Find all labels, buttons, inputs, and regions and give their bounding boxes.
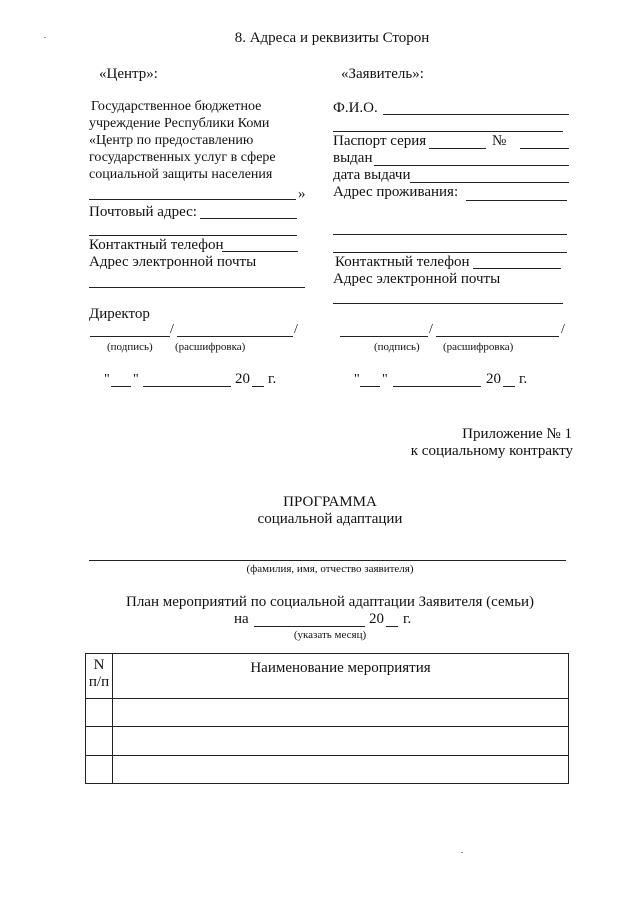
applicant-passport-label: Паспорт серия <box>333 133 427 149</box>
program-subtitle: социальной адаптации <box>257 511 403 527</box>
center-phone-label: Контактный телефон <box>89 237 224 253</box>
applicant-date-month-line <box>393 386 481 387</box>
plan-month-fill-line <box>254 626 365 627</box>
applicant-decode-caption: (расшифровка) <box>443 341 514 353</box>
center-org-line-5: социальной защиты населения <box>89 167 273 182</box>
applicant-sign-slash-1: / <box>429 322 433 337</box>
activities-table <box>85 653 569 784</box>
applicant-issue-date-fill-line <box>410 182 569 183</box>
section-title: 8. Адреса и реквизиты Сторон <box>234 30 430 46</box>
center-org-line-3: «Центр по предоставлению <box>89 133 254 148</box>
table-header-num <box>86 654 113 699</box>
applicant-issue-date-label: дата выдачи <box>333 167 411 183</box>
center-postal-fill-line-2 <box>89 235 297 236</box>
center-sign-slash-1: / <box>170 322 174 337</box>
program-title: ПРОГРАММА <box>283 494 377 510</box>
center-date-month-line <box>143 386 231 387</box>
applicant-phone-label: Контактный телефон <box>335 254 470 270</box>
applicant-passport-no-line <box>520 148 569 149</box>
table-header-num-line-2: п/п <box>88 674 110 690</box>
applicant-date-day-line <box>360 386 380 387</box>
applicant-email-label: Адрес электронной почты <box>333 271 501 287</box>
applicant-date-year-line <box>503 386 515 387</box>
applicant-address-fill-line-3 <box>333 252 567 253</box>
table-header-num-line-1: N <box>93 657 105 673</box>
center-date-day-line <box>111 386 131 387</box>
appendix-line-1: Приложение № 1 <box>462 426 572 442</box>
applicant-date-quote-open: " <box>354 372 360 387</box>
applicant-issued-label: выдан <box>333 150 373 166</box>
table-cell-name[interactable] <box>113 727 569 756</box>
applicant-sign-line <box>340 336 428 337</box>
appendix-line-2: к социальному контракту <box>410 443 573 459</box>
applicant-decode-line <box>436 336 559 337</box>
applicant-passport-no-label: № <box>492 133 507 149</box>
plan-year-fill-line <box>386 626 398 627</box>
applicant-date-quote-close: " <box>382 372 388 387</box>
applicant-email-fill-line <box>333 303 563 304</box>
center-director-label: Директор <box>89 306 150 322</box>
applicant-date-g: г. <box>519 371 528 387</box>
applicant-address-label: Адрес проживания: <box>333 184 459 200</box>
center-phone-fill-line <box>222 251 298 252</box>
plan-month-caption: (указать месяц) <box>293 629 367 641</box>
center-org-line-2: учреждение Республики Коми <box>89 116 270 131</box>
scan-speck <box>461 852 463 853</box>
applicant-sign-caption: (подпись) <box>374 341 420 353</box>
table-cell-num[interactable] <box>86 699 113 727</box>
plan-on-label: на <box>234 611 249 627</box>
applicant-fio-fill-line-2 <box>333 131 563 132</box>
center-date-quote-open: " <box>104 372 110 387</box>
applicant-date-year: 20 <box>486 371 501 387</box>
table-cell-num[interactable] <box>86 727 113 756</box>
table-cell-name[interactable] <box>113 756 569 784</box>
table-row <box>86 699 569 727</box>
applicant-name-fill-line <box>89 560 566 561</box>
center-org-close-quote: » <box>298 186 306 202</box>
center-date-year: 20 <box>235 371 250 387</box>
applicant-address-fill-line <box>466 200 567 201</box>
applicant-passport-series-line <box>429 148 486 149</box>
center-decode-line <box>177 336 293 337</box>
center-decode-caption: (расшифровка) <box>175 341 246 353</box>
applicant-address-fill-line-2 <box>333 234 567 235</box>
table-header-name: Наименование мероприятия <box>113 654 569 699</box>
center-sign-caption: (подпись) <box>107 341 153 353</box>
plan-g: г. <box>403 611 412 627</box>
table-row <box>86 756 569 784</box>
center-date-year-line <box>252 386 264 387</box>
applicant-heading: «Заявитель»: <box>341 66 424 82</box>
table-header-row <box>86 654 569 699</box>
applicant-fio-fill-line <box>383 114 569 115</box>
table-row <box>86 727 569 756</box>
center-sign-slash-2: / <box>294 322 298 337</box>
center-org-line-4: государственных услуг в сфере <box>89 150 276 165</box>
applicant-name-caption: (фамилия, имя, отчество заявителя) <box>246 563 414 575</box>
table-cell-num[interactable] <box>86 756 113 784</box>
applicant-sign-slash-2: / <box>561 322 565 337</box>
center-email-fill-line <box>89 287 305 288</box>
center-org-fill-line <box>89 199 296 200</box>
center-email-label: Адрес электронной почты <box>89 254 257 270</box>
applicant-issued-fill-line <box>374 165 569 166</box>
center-date-quote-close: " <box>133 372 139 387</box>
applicant-fio-label: Ф.И.О. <box>333 100 378 116</box>
table-cell-name[interactable] <box>113 699 569 727</box>
center-heading: «Центр»: <box>99 66 158 82</box>
center-org-line-1: Государственное бюджетное <box>91 99 262 114</box>
center-sign-line <box>90 336 170 337</box>
plan-year: 20 <box>369 611 384 627</box>
center-postal-fill-line <box>200 218 297 219</box>
scan-speck <box>44 37 46 38</box>
applicant-phone-fill-line <box>473 268 561 269</box>
center-date-g: г. <box>268 371 277 387</box>
center-postal-label: Почтовый адрес: <box>89 204 197 220</box>
plan-title: План мероприятий по социальной адаптации Заявителя (семьи) <box>125 594 535 610</box>
